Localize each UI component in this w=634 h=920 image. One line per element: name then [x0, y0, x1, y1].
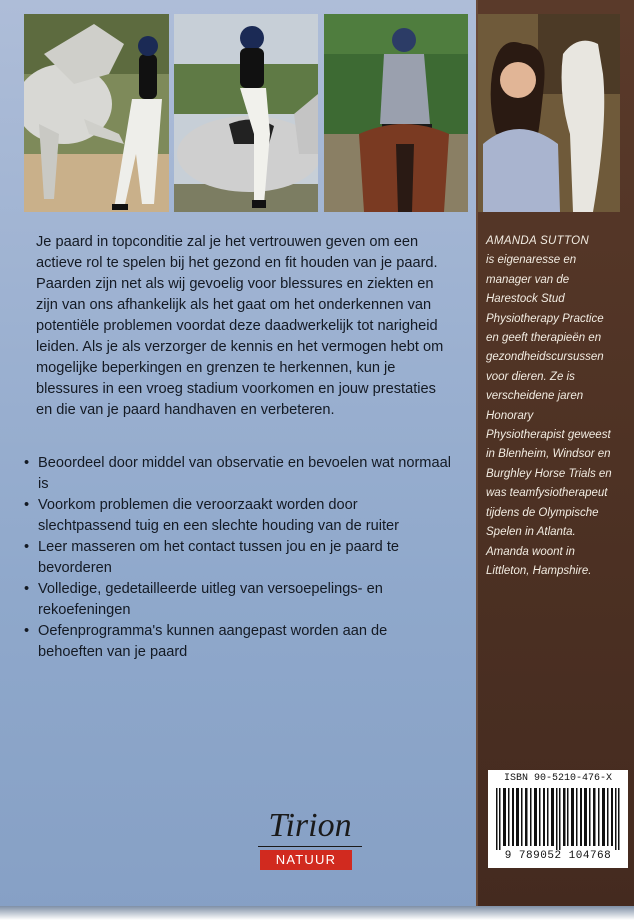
author-photo: [478, 14, 620, 212]
ean-number: 9 789052 104768: [504, 850, 612, 862]
list-item: • Beoordeel door middel van observatie en bevoelen wat normaal is: [24, 455, 451, 492]
author-bio-text: is eigenaresse en manager van de Harestock Stud Physiotherapy Practice en geeft therapieën en gezondheidscursussen voor dieren. Ze is verscheidene jaren Honorary Physiotherapist geweest in Blenheim, Windsor en Burghley Horse Trials en was teamfysiotherapeut tijdens de Olympische Spelen in Atlanta. Amanda woont in Littleton, Hampshire.: [486, 254, 612, 577]
photo-leg-stretch: [24, 14, 169, 212]
bullet-icon: •: [24, 455, 30, 471]
barcode-icon: [494, 788, 622, 850]
bullet-icon: •: [24, 581, 30, 597]
bullet-icon: •: [24, 497, 30, 513]
feature-list: [24, 453, 454, 663]
photo-rider-saddle: [174, 14, 318, 212]
logo-divider: [258, 846, 362, 847]
bullet-icon: •: [24, 539, 30, 555]
author-name: AMANDA SUTTON: [486, 235, 589, 247]
barcode: [488, 770, 628, 868]
bullet-icon: •: [24, 623, 30, 639]
list-item: • Oefenprogramma's kunnen aangepast worden aan de behoeften van je paard: [24, 623, 388, 660]
list-item: • Leer masseren om het contact tussen jou en je paard te bevorderen: [24, 539, 400, 576]
imprint-badge: NATUUR: [260, 850, 352, 870]
list-item: • Voorkom problemen die veroorzaakt worden door slechtpassend tuig en een slechte houding van de ruiter: [24, 497, 400, 534]
intro-paragraph: Je paard in topconditie zal je het vertrouwen geven om een actieve rol te spelen bij het gezond en fit houden van je paard. Paarden zijn net als wij gevoelig voor blessures en ziekten en zijn van ons afhankelijk als het gaat om het onderkennen van potentiële problemen voordat deze daadwerkelijk tot narigheid leiden. Als je als verzorger de kennis en het vermogen hebt om mogelijke beperkingen en grenzen te herkennen, kun je blessures in een vroeg stadium voorkomen en jouw prestaties en die van je paard handhaven en verbeteren.: [36, 234, 444, 418]
isbn-label: ISBN 90-5210-476-X: [503, 773, 613, 784]
photo-rider-back: [324, 14, 468, 212]
publisher-logo: Tirion: [268, 807, 352, 844]
page-edge: [0, 906, 634, 920]
author-bio: [486, 232, 614, 581]
list-item: • Volledige, gedetailleerde uitleg van versoepelings- en rekoefeningen: [24, 581, 383, 618]
